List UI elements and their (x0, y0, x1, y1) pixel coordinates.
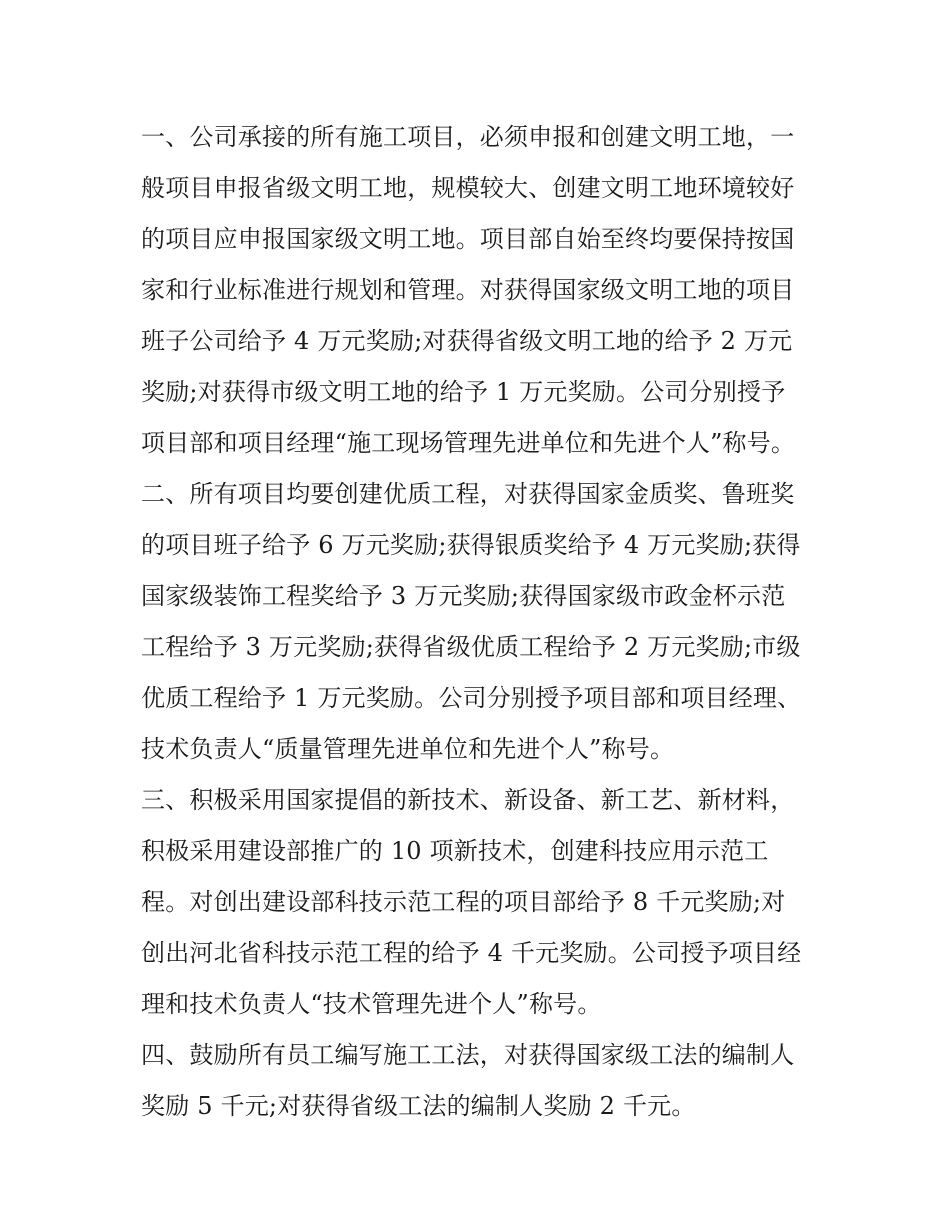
document-body (141, 112, 813, 1132)
text-line-4: 家和行业标准进行规划和管理。对获得国家级文明工地的项目 (141, 276, 795, 304)
text-line-1: 一、公司承接的所有施工项目，必须申报和创建文明工地，一 (141, 123, 795, 151)
text-line-6: 奖励;对获得市级文明工地的给予 1 万元奖励。公司分别授予 (141, 378, 786, 406)
text-line-12: 优质工程给予 1 万元奖励。公司分别授予项目部和项目经理、 (141, 684, 802, 712)
text-line-7: 项目部和项目经理“施工现场管理先进单位和先进个人”称号。 (141, 429, 796, 457)
text-line-19: 四、鼓励所有员工编写施工工法，对获得国家级工法的编制人 (141, 1041, 795, 1069)
text-line-3: 的项目应申报国家级文明工地。项目部自始至终均要保持按国 (141, 225, 795, 253)
text-line-5: 班子公司给予 4 万元奖励;对获得省级文明工地的给予 2 万元 (141, 327, 793, 355)
text-line-13: 技术负责人“质量管理先进单位和先进个人”称号。 (141, 735, 675, 763)
text-line-2: 般项目申报省级文明工地，规模较大、创建文明工地环境较好 (141, 174, 795, 202)
text-line-17: 创出河北省科技示范工程的给予 4 千元奖励。公司授予项目经 (141, 939, 802, 967)
text-line-11: 工程给予 3 万元奖励;获得省级优质工程给予 2 万元奖励;市级 (141, 633, 801, 661)
text-line-14: 三、积极采用国家提倡的新技术、新设备、新工艺、新材料， (141, 786, 795, 814)
text-line-15: 积极采用建设部推广的 10 项新技术，创建科技应用示范工 (141, 837, 769, 865)
text-line-10: 国家级装饰工程奖给予 3 万元奖励;获得国家级市政金杯示范 (141, 582, 786, 610)
text-line-16: 程。对创出建设部科技示范工程的项目部给予 8 千元奖励;对 (141, 888, 786, 916)
text-line-18: 理和技术负责人“技术管理先进个人”称号。 (141, 990, 602, 1018)
text-line-8: 二、所有项目均要创建优质工程，对获得国家金质奖、鲁班奖 (141, 480, 795, 508)
text-line-9: 的项目班子给予 6 万元奖励;获得银质奖给予 4 万元奖励;获得 (141, 531, 801, 559)
text-line-20: 奖励 5 千元;对获得省级工法的编制人奖励 2 千元。 (141, 1092, 696, 1120)
